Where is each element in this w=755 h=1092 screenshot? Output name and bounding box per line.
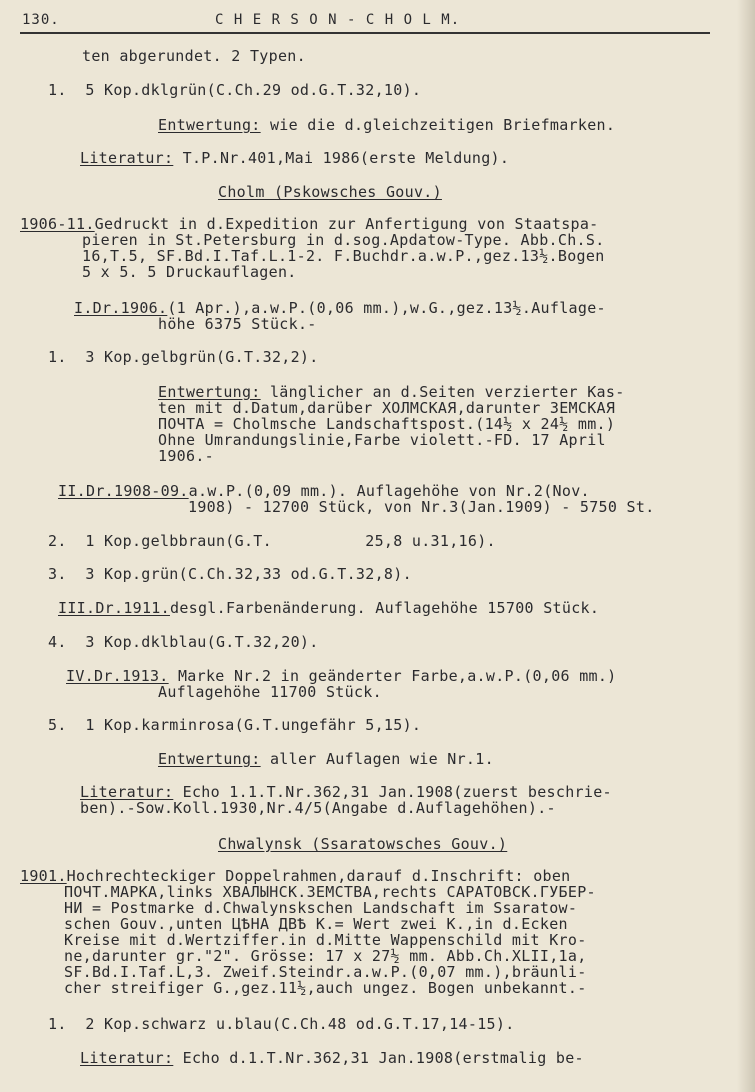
text-line: Entwertung: aller Auflagen wie Nr.1. [158,750,494,768]
stamp-entry: 1. 3 Kop.gelbgrün(G.T.32,2). [48,348,319,366]
text-line: 1901.Hochrechteckiger Doppelrahmen,darauf d.Inschrift: oben [20,867,571,885]
text-line: schen Gouv.,unten ЦѢНА ДВѢ К.= Wert zwei K.,in d.Ecken [64,915,568,933]
text-line: 1906.- [158,447,214,465]
stamp-entry: 1. 5 Kop.dklgrün(C.Ch.29 od.G.T.32,10). [48,81,422,99]
text-line: höhe 6375 Stück.- [158,315,317,333]
text-line: 1908) - 12700 Stück, von Nr.3(Jan.1909) - 5750 St. [188,498,655,516]
label-literatur: Literatur: [80,149,174,167]
text-line: Auflagehöhe 11700 Stück. [158,683,382,701]
text-line: ten mit d.Datum,darüber ХОЛМСКАЯ,darunter ЗЕМСКАЯ [158,399,616,417]
text-line: ten abgerundet. 2 Typen. [82,47,306,65]
header-rule [20,32,710,34]
stamp-entry: 4. 3 Kop.dklblau(G.T.32,20). [48,633,319,651]
label-year: 1901. [20,867,67,885]
text-line: ne,darunter gr."2". Grösse: 17 x 27½ mm. Abb.Ch.XLII,1a, [64,947,587,965]
text-line: ПОЧТ.МАРКА,links ХВАЛЫНСК.ЗЕМСТВА,rechts САРАТОВСК.ГУБЕР- [64,883,596,901]
text-line: Entwertung: wie die d.gleichzeitigen Briefmarken. [158,116,616,134]
text-line: Kreise mit d.Wertziffer.in d.Mitte Wappenschild mit Kro- [64,931,587,949]
text-line: Literatur: T.P.Nr.401,Mai 1986(erste Meldung). [80,149,510,167]
label-druck: IV.Dr.1913. [66,667,169,685]
section-heading: Chwalynsk (Ssaratowsches Gouv.) [218,835,508,853]
label-literatur: Literatur: [80,783,174,801]
text-line: I.Dr.1906.(1 Apr.),a.w.P.(0,06 mm.),w.G.,gez.13½.Auflage- [74,299,606,317]
stamp-entry: 5. 1 Kop.karminrosa(G.T.ungefähr 5,15). [48,716,422,734]
page-number: 130. [22,12,60,28]
label-entwertung: Entwertung: [158,383,261,401]
stamp-entry: 2. 1 Kop.gelbbraun(G.T. 25,8 u.31,16). [48,532,496,550]
label-druck: I.Dr.1906. [74,299,168,317]
text-line: pieren in St.Petersburg in d.sog.Apdatow-Type. Abb.Ch.S. [82,231,605,249]
page-edge-shadow [737,0,755,1092]
text-line: 16,T.5, SF.Bd.I.Taf.L.1-2. F.Buchdr.a.w.P.,gez.13½.Bogen [82,247,605,265]
text-line: 1906-11.Gedruckt in d.Expedition zur Anfertigung von Staatspa- [20,215,599,233]
text-line: ben).-Sow.Koll.1930,Nr.4/5(Angabe d.Auflagehöhen).- [80,799,556,817]
label-literatur: Literatur: [80,1049,174,1067]
label-entwertung: Entwertung: [158,116,261,134]
text-line: cher streifiger G.,gez.11½,auch ungez. Bogen unbekannt.- [64,979,587,997]
label-year: 1906-11. [20,215,95,233]
stamp-entry: 1. 2 Kop.schwarz u.blau(C.Ch.48 od.G.T.17,14-15). [48,1015,515,1033]
section-heading: Cholm (Pskowsches Gouv.) [218,183,442,201]
text-line: ПОЧТА = Cholmsche Landschaftspost.(14½ x 24½ mm.) [158,415,616,433]
text-line: Ohne Umrandungslinie,Farbe violett.-FD. 17 April [158,431,606,449]
text-line: НИ = Postmarke d.Chwalynskschen Landschaft im Ssaratow- [64,899,578,917]
text-line: Literatur: Echo 1.1.T.Nr.362,31 Jan.1908(zuerst beschrie- [80,783,612,801]
text-line: Literatur: Echo d.1.T.Nr.362,31 Jan.1908(erstmalig be- [80,1049,584,1067]
stamp-entry: 3. 3 Kop.grün(C.Ch.32,33 od.G.T.32,8). [48,565,412,583]
label-entwertung: Entwertung: [158,750,261,768]
text-line: Entwertung: länglicher an d.Seiten verzierter Kas- [158,383,625,401]
text-line: III.Dr.1911.desgl.Farbenänderung. Auflagehöhe 15700 Stück. [58,599,600,617]
running-title: C H E R S O N - C H O L M. [215,12,461,28]
text-line: II.Dr.1908-09.a.w.P.(0,09 mm.). Auflagehöhe von Nr.2(Nov. [58,482,590,500]
text-line: SF.Bd.I.Taf.L,3. Zweif.Steindr.a.w.P.(0,07 mm.),bräunli- [64,963,587,981]
text-line: 5 x 5. 5 Druckauflagen. [82,263,297,281]
text-line: IV.Dr.1913. Marke Nr.2 in geänderter Farbe,a.w.P.(0,06 mm.) [66,667,617,685]
label-druck: II.Dr.1908-09. [58,482,189,500]
label-druck: III.Dr.1911. [58,599,170,617]
